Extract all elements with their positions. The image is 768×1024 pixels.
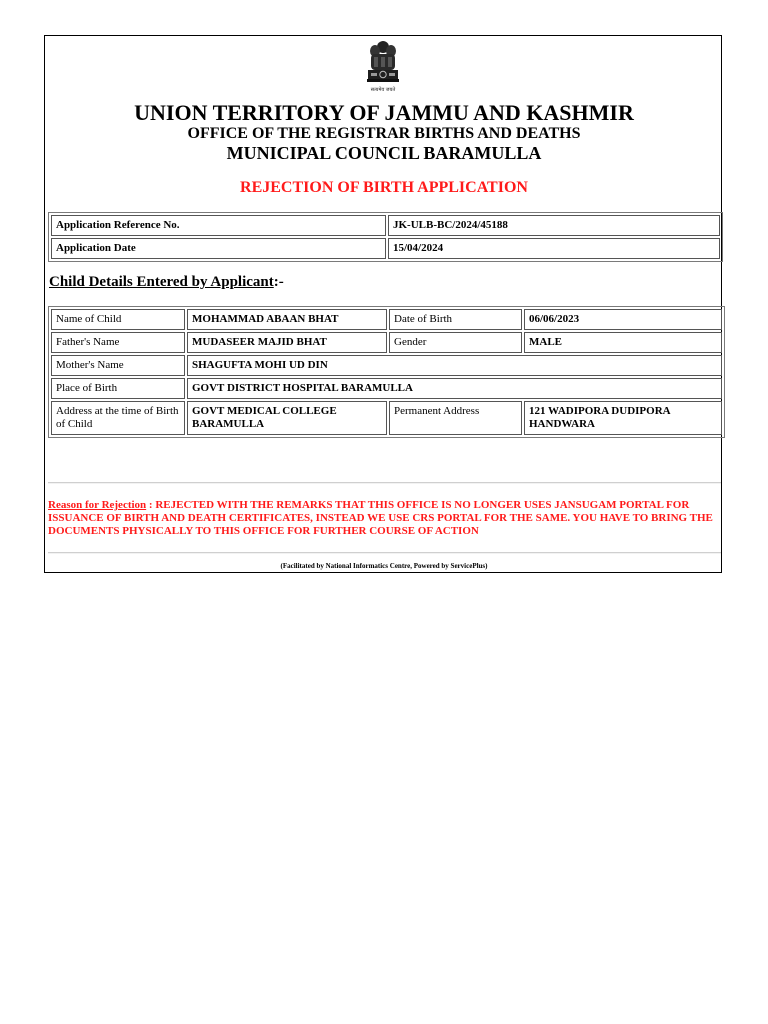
mother-name-value: SHAGUFTA MOHI UD DIN	[187, 355, 722, 376]
application-date-label: Application Date	[51, 238, 386, 259]
certificate-page	[44, 35, 722, 573]
dob-label: Date of Birth	[389, 309, 522, 330]
reference-label: Application Reference No.	[51, 215, 386, 236]
father-name-value: MUDASEER MAJID BHAT	[187, 332, 387, 353]
mother-name-label: Mother's Name	[51, 355, 185, 376]
document-title: REJECTION OF BIRTH APPLICATION	[240, 179, 528, 196]
section-title-suffix: :-	[273, 274, 284, 290]
table-row	[51, 238, 720, 259]
divider	[48, 482, 721, 484]
section-title-text: Child Details Entered by Applicant	[49, 274, 274, 290]
gender-value: MALE	[524, 332, 722, 353]
child-details-table	[48, 306, 725, 438]
territory-heading: UNION TERRITORY OF JAMMU AND KASHMIR	[134, 100, 634, 125]
section-title	[49, 274, 284, 291]
table-row	[51, 309, 722, 330]
dob-value: 06/06/2023	[524, 309, 722, 330]
place-of-birth-value: GOVT DISTRICT HOSPITAL BARAMULLA	[187, 378, 722, 399]
birth-address-label: Address at the time of Birth of Child	[51, 401, 185, 435]
council-heading: MUNICIPAL COUNCIL BARAMULLA	[226, 143, 542, 163]
table-row	[51, 378, 722, 399]
rejection-reason-label: Reason for Rejection	[48, 499, 147, 511]
gender-label: Gender	[389, 332, 522, 353]
table-row	[51, 355, 722, 376]
table-row	[51, 332, 722, 353]
birth-address-value: GOVT MEDICAL COLLEGE BARAMULLA	[187, 401, 387, 435]
reference-value: JK-ULB-BC/2024/45188	[388, 215, 720, 236]
emblem-motto: सत्यमेव जयते	[370, 87, 396, 93]
rejection-reason	[48, 499, 724, 538]
permanent-address-value: 121 WADIPORA DUDIPORA HANDWARA	[524, 401, 722, 435]
divider	[48, 552, 721, 554]
footer-credit: (Facilitated by National Informatics Centre, Powered by ServicePlus)	[280, 562, 488, 570]
rejection-reason-text: REJECTED WITH THE REMARKS THAT THIS OFFICE IS NO LONGER USES JANSUGAM PORTAL FOR ISSUANCE OF BIRTH AND DEATH CERTIFICATES, INSTEAD WE USE CRS PORTAL FOR THE SAME. YOU HAVE TO BRING THE DOCUMENTS PHYSICALLY TO THIS OFFICE FOR FURTHER COURSE OF ACTION	[48, 499, 713, 537]
table-row	[51, 401, 722, 435]
rejection-reason-separator: :	[146, 499, 156, 511]
child-name-label: Name of Child	[51, 309, 185, 330]
permanent-address-label: Permanent Address	[389, 401, 522, 435]
national-emblem-icon	[363, 38, 403, 96]
table-row	[51, 215, 720, 236]
application-reference-table	[48, 212, 723, 262]
place-of-birth-label: Place of Birth	[51, 378, 185, 399]
father-name-label: Father's Name	[51, 332, 185, 353]
office-heading: OFFICE OF THE REGISTRAR BIRTHS AND DEATHS	[187, 125, 581, 142]
child-name-value: MOHAMMAD ABAAN BHAT	[187, 309, 387, 330]
application-date-value: 15/04/2024	[388, 238, 720, 259]
